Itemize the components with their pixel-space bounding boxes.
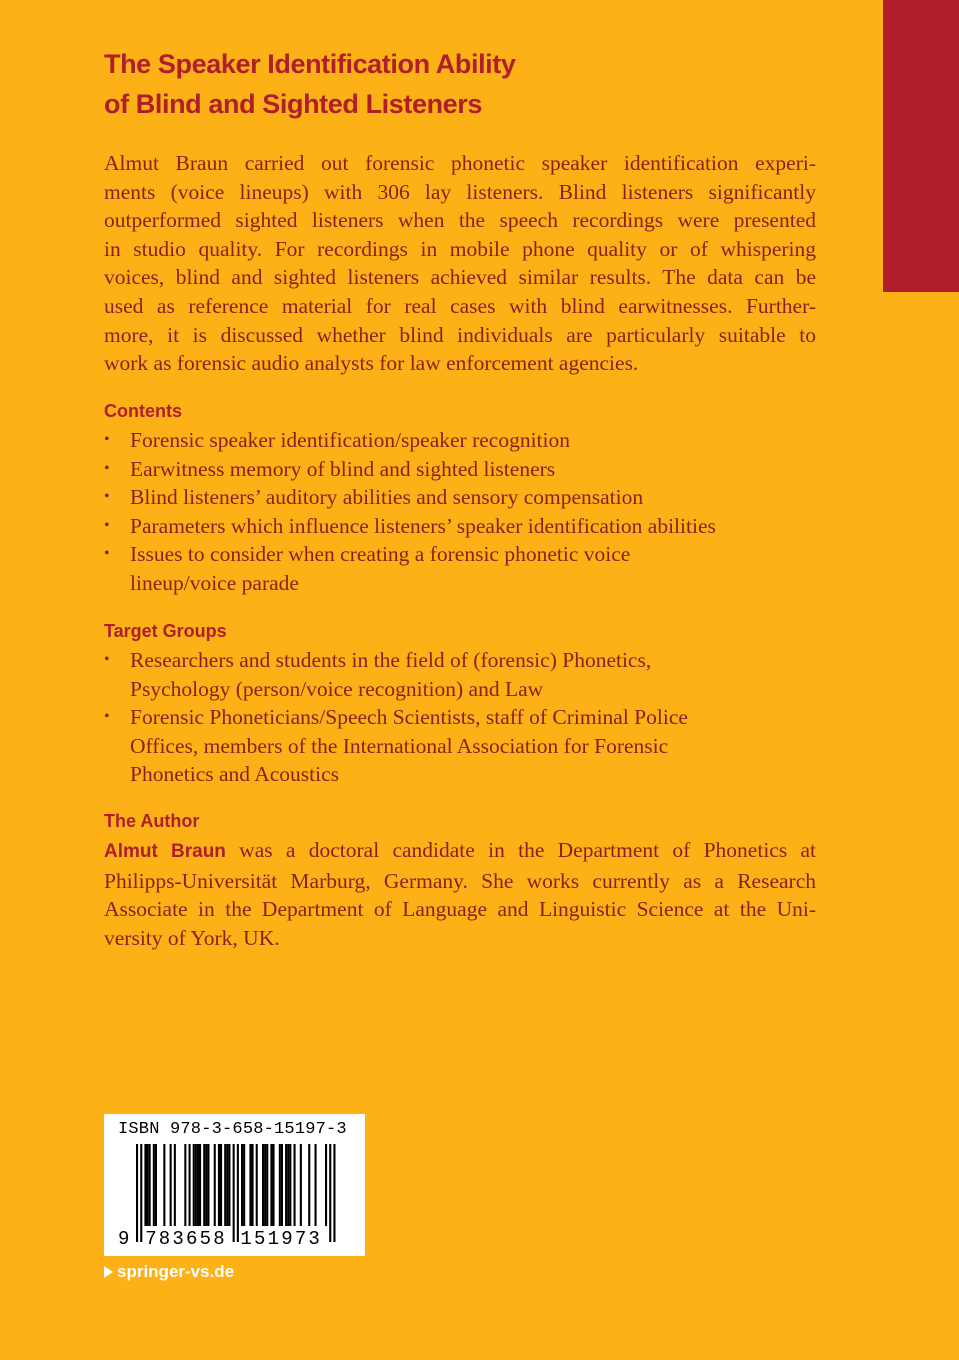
author-bio-line: Philipps-Universität Marburg, Germany. She works currently as a Research: [104, 868, 816, 893]
target-group-text: Offices, members of the International Association for Forensic: [130, 733, 669, 758]
barcode-bar: [189, 1144, 191, 1226]
barcode-bar: [218, 1144, 220, 1226]
barcode-bar: [279, 1144, 281, 1226]
abstract: [104, 149, 816, 378]
publisher-url: springer-vs.de: [117, 1262, 235, 1281]
contents-item-text: • Earwitness memory of blind and sighted listeners: [130, 456, 556, 481]
barcode-bar: [205, 1144, 207, 1226]
abstract-line: more, it is discussed whether blind individuals are particularly suitable to: [104, 322, 816, 347]
target-groups-list: [104, 646, 816, 789]
barcode-bar: [266, 1144, 268, 1226]
contents-item: [104, 426, 816, 455]
barcode-bar: [197, 1144, 199, 1226]
barcode-bar: [149, 1144, 151, 1226]
barcode-bar: [325, 1144, 327, 1226]
barcode-bar: [220, 1144, 222, 1226]
target-groups-heading: Target Groups: [104, 621, 227, 641]
barcode-bar: [308, 1144, 310, 1226]
barcode-bar: [226, 1144, 228, 1226]
abstract-line: voices, blind and sighted listeners achieved similar results. The data can be: [104, 265, 816, 290]
author-bio: [104, 836, 816, 952]
red-accent-band: [883, 0, 959, 292]
barcode-bar: [289, 1144, 291, 1226]
contents-item: [104, 483, 816, 512]
barcode-bar: [207, 1144, 209, 1226]
contents-item-text: • Forensic speaker identification/speaker recognition: [130, 428, 570, 452]
abstract-line: work as forensic audio analysts for law enforcement agencies.: [104, 351, 639, 376]
barcode-bar: [170, 1144, 172, 1226]
contents-item-text: • Blind listeners’ auditory abilities and sensory compensation: [130, 485, 644, 510]
target-group-text: • Researchers and students in the field of (forensic) Phonetics,: [130, 648, 652, 672]
contents-heading: Contents: [104, 401, 182, 421]
barcode-bar: [249, 1144, 251, 1226]
target-group-item: [104, 703, 816, 789]
contents-item: [104, 455, 816, 484]
barcode-bar: [193, 1144, 195, 1226]
barcode-bar: [199, 1144, 201, 1226]
barcode-bar: [294, 1144, 296, 1226]
isbn-number: ISBN 978-3-658-15197-3: [118, 1120, 347, 1139]
barcode-bar: [300, 1144, 302, 1226]
barcode-bar: [333, 1144, 335, 1242]
contents-item-text: • Parameters which influence listeners’ speaker identification abilities: [130, 513, 716, 538]
barcode-bar: [273, 1144, 275, 1226]
author-heading: The Author: [104, 811, 200, 831]
book-title: [104, 44, 804, 124]
barcode-bar: [256, 1144, 258, 1226]
barcode-bar: [228, 1144, 230, 1226]
play-arrow-icon: [104, 1266, 113, 1278]
contents-item-text: • Issues to consider when creating a forensic phonetic voice: [130, 542, 631, 567]
barcode-bar: [214, 1144, 216, 1226]
barcode-bar: [262, 1144, 264, 1226]
barcode-bar: [144, 1144, 146, 1226]
abstract-line: ments (voice lineups) with 306 lay listeners. Blind listeners significantly: [104, 179, 816, 204]
barcode-bar: [184, 1144, 186, 1226]
barcode-bar: [195, 1144, 197, 1226]
barcode-bar: [163, 1144, 165, 1226]
author-name: Almut Braun: [104, 841, 226, 862]
barcode-bar: [243, 1144, 245, 1226]
barcode-bar: [270, 1144, 272, 1226]
abstract-line: Almut Braun carried out forensic phonetic speaker identification experi-: [104, 151, 816, 175]
author-bio-text: was a doctoral candidate in the Department of Phonetics at: [225, 838, 816, 862]
ean-digits: 9 783658 151973: [118, 1228, 323, 1250]
contents-list: [104, 426, 816, 598]
author-bio-line: versity of York, UK.: [104, 925, 280, 950]
author-bio-line: [104, 836, 816, 867]
abstract-line: outperformed sighted listeners when the speech recordings were presented: [104, 208, 816, 233]
target-group-item: [104, 646, 816, 703]
barcode-bar: [147, 1144, 149, 1226]
barcode-bar: [252, 1144, 254, 1226]
barcode-bar: [329, 1144, 331, 1242]
barcode-bar: [153, 1144, 155, 1226]
barcode-bar: [315, 1144, 317, 1226]
barcode-bar: [285, 1144, 287, 1226]
target-group-text: Psychology (person/voice recognition) and Law: [130, 676, 544, 701]
abstract-line: used as reference material for real cases with blind earwitnesses. Further-: [104, 293, 816, 318]
target-group-text: Phonetics and Acoustics: [130, 762, 340, 787]
contents-item: [104, 512, 816, 541]
contents-item: [104, 540, 816, 597]
barcode-bar: [155, 1144, 157, 1226]
barcode-bar: [174, 1144, 176, 1226]
barcode-bar: [224, 1144, 226, 1226]
publisher-link[interactable]: [104, 1262, 234, 1282]
barcode-bar: [281, 1144, 283, 1226]
barcode-bar: [264, 1144, 266, 1226]
contents-item-text: lineup/voice parade: [130, 570, 299, 595]
barcode-bar: [203, 1144, 205, 1226]
title-line-2: of Blind and Sighted Listeners: [104, 89, 483, 119]
author-bio-line: Associate in the Department of Language and Linguistic Science at the Uni-: [104, 897, 816, 922]
target-group-text: • Forensic Phoneticians/Speech Scientists, staff of Criminal Police: [130, 705, 688, 730]
isbn-barcode: [104, 1114, 365, 1256]
barcode-bar: [287, 1144, 289, 1226]
barcode-bar: [241, 1144, 243, 1226]
title-line-1: The Speaker Identification Ability: [104, 49, 516, 79]
abstract-line: in studio quality. For recordings in mobile phone quality or of whispering: [104, 236, 816, 261]
